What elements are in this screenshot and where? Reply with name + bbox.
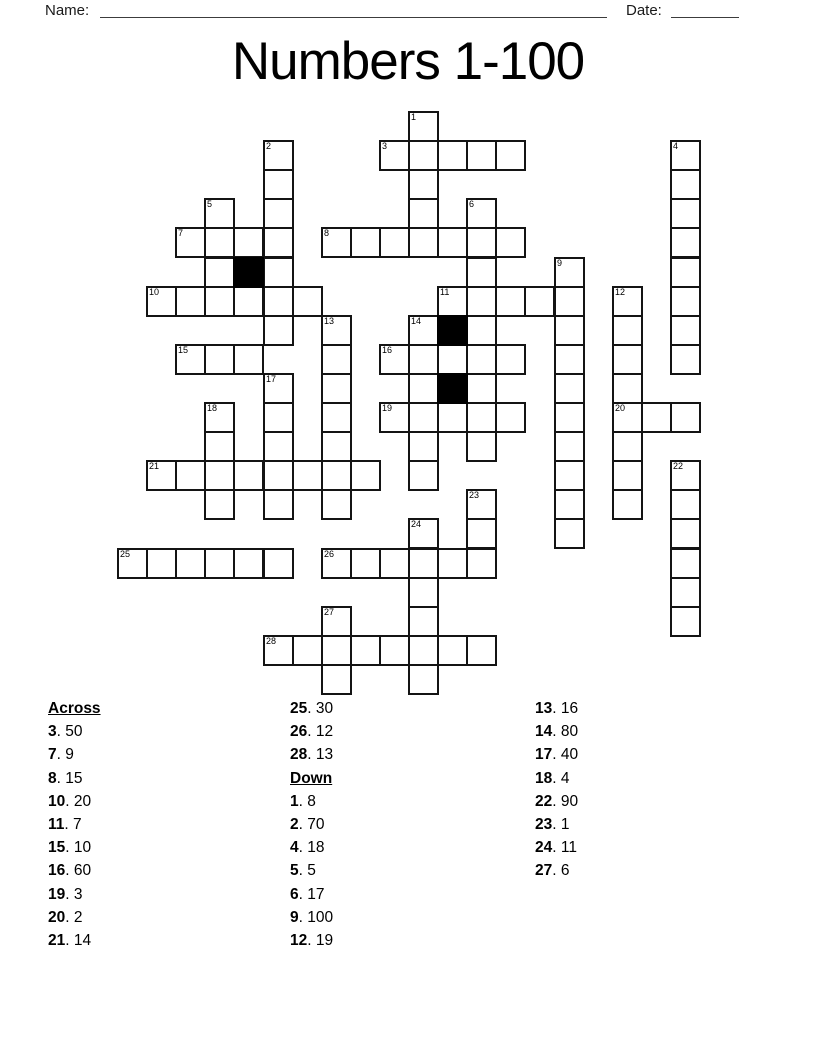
down-header — [290, 767, 333, 790]
cell-number-22: 22 — [673, 461, 684, 471]
clue-column-2 — [290, 697, 333, 952]
clue-text: . 11 — [552, 839, 577, 857]
clue-down-18 — [535, 767, 578, 790]
clue-number: 3 — [48, 723, 57, 741]
grid-cell-r13-c17[interactable] — [612, 489, 643, 520]
down-header-label: Down — [290, 769, 333, 787]
cell-number-23: 23 — [469, 490, 480, 500]
clue-number: 11 — [48, 816, 65, 834]
cell-number-27: 27 — [324, 607, 335, 617]
clue-text: . 18 — [298, 839, 325, 857]
grid-cell-r12-c6[interactable] — [292, 460, 323, 491]
grid-cell-r4-c5[interactable] — [263, 227, 294, 258]
grid-cell-r1-c11[interactable] — [437, 140, 468, 171]
clue-down-6 — [290, 883, 333, 906]
clue-number: 14 — [535, 723, 553, 741]
black-cell-r7-c11 — [437, 315, 468, 346]
grid-cell-r10-c11[interactable] — [437, 402, 468, 433]
clue-number: 4 — [290, 839, 299, 857]
cell-number-25: 25 — [120, 549, 131, 559]
clue-down-23 — [535, 813, 578, 836]
clue-down-17 — [535, 743, 578, 766]
grid-cell-r18-c7[interactable] — [321, 635, 352, 666]
clue-number: 25 — [290, 700, 308, 717]
grid-cell-r12-c4[interactable] — [233, 460, 264, 491]
grid-cell-r15-c7[interactable] — [321, 548, 352, 579]
cell-number-13: 13 — [324, 316, 335, 326]
clue-across-11 — [48, 813, 101, 836]
clue-down-14 — [535, 720, 578, 743]
grid-cell-r1-c10[interactable] — [408, 140, 439, 171]
cell-number-24: 24 — [411, 519, 422, 529]
cell-number-2: 2 — [266, 141, 272, 151]
grid-cell-r6-c12[interactable] — [466, 286, 497, 317]
grid-cell-r11-c7[interactable] — [321, 431, 352, 462]
grid-cell-r4-c3[interactable] — [204, 227, 235, 258]
clue-down-4 — [290, 836, 333, 859]
clue-down-9 — [290, 906, 333, 929]
grid-cell-r18-c12[interactable] — [466, 635, 497, 666]
clue-text: . 4 — [552, 769, 570, 787]
grid-cell-r15-c10[interactable] — [408, 548, 439, 579]
grid-cell-r18-c6[interactable] — [292, 635, 323, 666]
clue-text: . 19 — [307, 932, 334, 950]
cell-number-7: 7 — [178, 228, 184, 238]
grid-cell-r14-c15[interactable] — [554, 518, 585, 549]
clue-number: 6 — [290, 885, 299, 903]
crossword-grid — [118, 112, 702, 696]
clue-text: . 100 — [298, 908, 334, 926]
clue-number: 12 — [290, 932, 308, 950]
cell-number-3: 3 — [382, 141, 388, 151]
grid-cell-r19-c7[interactable] — [321, 664, 352, 695]
clue-number: 19 — [48, 885, 66, 903]
grid-cell-r13-c5[interactable] — [263, 489, 294, 520]
grid-cell-r1-c9[interactable] — [379, 140, 410, 171]
grid-cell-r8-c17[interactable] — [612, 344, 643, 375]
clue-text: . 20 — [65, 792, 92, 810]
grid-cell-r7-c15[interactable] — [554, 315, 585, 346]
grid-cell-r1-c13[interactable] — [495, 140, 526, 171]
grid-cell-r6-c17[interactable] — [612, 286, 643, 317]
grid-cell-r13-c15[interactable] — [554, 489, 585, 520]
grid-cell-r15-c2[interactable] — [175, 548, 206, 579]
grid-cell-r8-c3[interactable] — [204, 344, 235, 375]
clue-text: . 12 — [307, 723, 334, 741]
grid-cell-r17-c10[interactable] — [408, 606, 439, 637]
clue-number: 21 — [48, 932, 66, 950]
clue-text: . 90 — [552, 792, 579, 810]
grid-cell-r15-c8[interactable] — [350, 548, 381, 579]
clue-number: 15 — [48, 839, 66, 857]
grid-cell-r8-c11[interactable] — [437, 344, 468, 375]
grid-cell-r4-c19[interactable] — [670, 227, 701, 258]
grid-cell-r8-c7[interactable] — [321, 344, 352, 375]
grid-cell-r15-c19[interactable] — [670, 548, 701, 579]
clue-text: . 50 — [56, 723, 83, 741]
grid-cell-r10-c5[interactable] — [263, 402, 294, 433]
clue-down-13 — [535, 697, 578, 720]
grid-cell-r13-c19[interactable] — [670, 489, 701, 520]
clue-column-3 — [535, 697, 578, 883]
grid-cell-r2-c10[interactable] — [408, 169, 439, 200]
clue-number: 24 — [535, 839, 553, 857]
grid-cell-r4-c2[interactable] — [175, 227, 206, 258]
grid-cell-r7-c12[interactable] — [466, 315, 497, 346]
grid-cell-r10-c7[interactable] — [321, 402, 352, 433]
clue-across-26 — [290, 720, 333, 743]
grid-cell-r15-c11[interactable] — [437, 548, 468, 579]
grid-cell-r8-c12[interactable] — [466, 344, 497, 375]
clue-text: . 14 — [65, 932, 92, 950]
cell-number-14: 14 — [411, 316, 422, 326]
grid-cell-r15-c3[interactable] — [204, 548, 235, 579]
grid-cell-r3-c10[interactable] — [408, 198, 439, 229]
clue-number: 28 — [290, 746, 308, 764]
cell-number-18: 18 — [207, 403, 218, 413]
clue-down-2 — [290, 813, 333, 836]
cell-number-20: 20 — [615, 403, 626, 413]
cell-number-12: 12 — [615, 287, 626, 297]
cell-number-21: 21 — [149, 461, 160, 471]
name-blank-line[interactable] — [100, 17, 607, 18]
clue-number: 26 — [290, 723, 308, 741]
grid-cell-r11-c12[interactable] — [466, 431, 497, 462]
clue-number: 18 — [535, 769, 553, 787]
grid-cell-r5-c19[interactable] — [670, 257, 701, 288]
clue-text: . 5 — [298, 862, 316, 880]
grid-cell-r13-c3[interactable] — [204, 489, 235, 520]
clue-across-7 — [48, 743, 101, 766]
grid-cell-r8-c15[interactable] — [554, 344, 585, 375]
grid-cell-r5-c12[interactable] — [466, 257, 497, 288]
grid-cell-r2-c5[interactable] — [263, 169, 294, 200]
black-cell-r5-c4 — [233, 257, 264, 288]
grid-cell-r1-c19[interactable] — [670, 140, 701, 171]
grid-cell-r6-c2[interactable] — [175, 286, 206, 317]
grid-cell-r9-c5[interactable] — [263, 373, 294, 404]
clue-number: 2 — [290, 816, 299, 834]
clue-number: 5 — [290, 862, 299, 880]
cell-number-28: 28 — [266, 636, 277, 646]
grid-cell-r7-c10[interactable] — [408, 315, 439, 346]
grid-cell-r15-c0[interactable] — [117, 548, 148, 579]
grid-cell-r4-c8[interactable] — [350, 227, 381, 258]
grid-cell-r10-c17[interactable] — [612, 402, 643, 433]
clue-column-1 — [48, 697, 101, 952]
grid-cell-r4-c9[interactable] — [379, 227, 410, 258]
clue-text: . 10 — [65, 839, 92, 857]
clue-down-1 — [290, 790, 333, 813]
grid-cell-r3-c12[interactable] — [466, 198, 497, 229]
clue-across-8 — [48, 767, 101, 790]
clue-number: 9 — [290, 908, 299, 926]
grid-cell-r10-c9[interactable] — [379, 402, 410, 433]
clue-text: . 7 — [64, 816, 82, 834]
date-label: Date: — [626, 2, 662, 19]
grid-cell-r4-c4[interactable] — [233, 227, 264, 258]
grid-cell-r9-c12[interactable] — [466, 373, 497, 404]
grid-cell-r15-c5[interactable] — [263, 548, 294, 579]
grid-cell-r5-c15[interactable] — [554, 257, 585, 288]
cell-number-10: 10 — [149, 287, 160, 297]
grid-cell-r6-c11[interactable] — [437, 286, 468, 317]
grid-cell-r12-c15[interactable] — [554, 460, 585, 491]
grid-cell-r11-c17[interactable] — [612, 431, 643, 462]
clue-text: . 40 — [552, 746, 579, 764]
page-title: Numbers 1-100 — [231, 32, 585, 91]
grid-cell-r18-c9[interactable] — [379, 635, 410, 666]
grid-cell-r3-c5[interactable] — [263, 198, 294, 229]
grid-cell-r6-c13[interactable] — [495, 286, 526, 317]
clue-across-28 — [290, 743, 333, 766]
clue-text: . 80 — [552, 723, 579, 741]
grid-cell-r14-c12[interactable] — [466, 518, 497, 549]
grid-cell-r12-c17[interactable] — [612, 460, 643, 491]
grid-cell-r1-c5[interactable] — [263, 140, 294, 171]
clue-text: . 9 — [56, 746, 74, 764]
clue-text: . 17 — [298, 885, 325, 903]
across-header — [48, 697, 101, 720]
grid-cell-r4-c12[interactable] — [466, 227, 497, 258]
grid-cell-r6-c5[interactable] — [263, 286, 294, 317]
grid-cell-r10-c18[interactable] — [641, 402, 672, 433]
grid-cell-r6-c4[interactable] — [233, 286, 264, 317]
grid-cell-r11-c10[interactable] — [408, 431, 439, 462]
grid-cell-r13-c7[interactable] — [321, 489, 352, 520]
clue-number: 16 — [48, 862, 66, 880]
grid-cell-r5-c3[interactable] — [204, 257, 235, 288]
grid-cell-r11-c15[interactable] — [554, 431, 585, 462]
clue-number: 13 — [535, 700, 553, 717]
grid-cell-r9-c15[interactable] — [554, 373, 585, 404]
cell-number-11: 11 — [440, 287, 450, 297]
grid-cell-r15-c4[interactable] — [233, 548, 264, 579]
grid-cell-r8-c19[interactable] — [670, 344, 701, 375]
grid-cell-r6-c6[interactable] — [292, 286, 323, 317]
clue-text: . 8 — [298, 792, 316, 810]
grid-cell-r8-c10[interactable] — [408, 344, 439, 375]
clue-text: . 30 — [307, 700, 334, 717]
grid-cell-r8-c2[interactable] — [175, 344, 206, 375]
clue-text: . 6 — [552, 862, 570, 880]
cell-number-6: 6 — [469, 199, 475, 209]
clue-across-19 — [48, 883, 101, 906]
grid-cell-r19-c10[interactable] — [408, 664, 439, 695]
clue-number: 10 — [48, 792, 66, 810]
grid-cell-r1-c12[interactable] — [466, 140, 497, 171]
grid-cell-r6-c1[interactable] — [146, 286, 177, 317]
cell-number-1: 1 — [411, 112, 417, 122]
clue-across-20 — [48, 906, 101, 929]
clue-text: . 1 — [552, 816, 570, 834]
cell-number-17: 17 — [266, 374, 277, 384]
grid-cell-r10-c15[interactable] — [554, 402, 585, 433]
clue-down-12 — [290, 929, 333, 952]
clue-down-24 — [535, 836, 578, 859]
cell-number-16: 16 — [382, 345, 393, 355]
grid-cell-r9-c7[interactable] — [321, 373, 352, 404]
grid-cell-r18-c11[interactable] — [437, 635, 468, 666]
clue-text: . 15 — [56, 769, 83, 787]
grid-cell-r16-c10[interactable] — [408, 577, 439, 608]
grid-cell-r12-c5[interactable] — [263, 460, 294, 491]
clue-number: 20 — [48, 908, 66, 926]
grid-cell-r15-c9[interactable] — [379, 548, 410, 579]
cell-number-4: 4 — [673, 141, 679, 151]
clue-across-25 — [290, 697, 333, 720]
clue-text: . 70 — [298, 816, 325, 834]
grid-cell-r12-c2[interactable] — [175, 460, 206, 491]
grid-cell-r17-c7[interactable] — [321, 606, 352, 637]
clue-across-21 — [48, 929, 101, 952]
grid-cell-r10-c19[interactable] — [670, 402, 701, 433]
grid-cell-r12-c8[interactable] — [350, 460, 381, 491]
grid-cell-r8-c4[interactable] — [233, 344, 264, 375]
grid-cell-r10-c10[interactable] — [408, 402, 439, 433]
grid-cell-r9-c10[interactable] — [408, 373, 439, 404]
grid-cell-r4-c11[interactable] — [437, 227, 468, 258]
grid-cell-r15-c1[interactable] — [146, 548, 177, 579]
grid-cell-r4-c13[interactable] — [495, 227, 526, 258]
grid-cell-r10-c12[interactable] — [466, 402, 497, 433]
clue-text: . 16 — [552, 700, 579, 717]
clue-across-10 — [48, 790, 101, 813]
grid-cell-r18-c5[interactable] — [263, 635, 294, 666]
cell-number-9: 9 — [557, 258, 563, 268]
cell-number-8: 8 — [324, 228, 330, 238]
grid-cell-r4-c7[interactable] — [321, 227, 352, 258]
cell-number-19: 19 — [382, 403, 393, 413]
grid-cell-r10-c3[interactable] — [204, 402, 235, 433]
grid-cell-r10-c13[interactable] — [495, 402, 526, 433]
grid-cell-r16-c19[interactable] — [670, 577, 701, 608]
grid-cell-r7-c5[interactable] — [263, 315, 294, 346]
grid-cell-r12-c10[interactable] — [408, 460, 439, 491]
black-cell-r9-c11 — [437, 373, 468, 404]
grid-cell-r6-c14[interactable] — [524, 286, 555, 317]
grid-cell-r3-c3[interactable] — [204, 198, 235, 229]
clue-number: 17 — [535, 746, 553, 764]
clue-across-16 — [48, 859, 101, 882]
across-header-label: Across — [48, 700, 101, 717]
clue-across-3 — [48, 720, 101, 743]
clue-across-15 — [48, 836, 101, 859]
grid-cell-r8-c9[interactable] — [379, 344, 410, 375]
grid-cell-r18-c10[interactable] — [408, 635, 439, 666]
grid-cell-r6-c19[interactable] — [670, 286, 701, 317]
grid-cell-r14-c19[interactable] — [670, 518, 701, 549]
clue-text: . 3 — [65, 885, 83, 903]
cell-number-15: 15 — [178, 345, 189, 355]
clue-text: . 13 — [307, 746, 334, 764]
cell-number-26: 26 — [324, 549, 335, 559]
grid-cell-r3-c19[interactable] — [670, 198, 701, 229]
grid-cell-r7-c17[interactable] — [612, 315, 643, 346]
grid-cell-r12-c7[interactable] — [321, 460, 352, 491]
cell-number-5: 5 — [207, 199, 213, 209]
grid-cell-r11-c3[interactable] — [204, 431, 235, 462]
grid-cell-r15-c12[interactable] — [466, 548, 497, 579]
clue-text: . 2 — [65, 908, 83, 926]
date-blank-line[interactable] — [671, 17, 739, 18]
grid-cell-r4-c10[interactable] — [408, 227, 439, 258]
grid-cell-r6-c3[interactable] — [204, 286, 235, 317]
name-label: Name: — [45, 2, 90, 19]
grid-cell-r8-c13[interactable] — [495, 344, 526, 375]
grid-cell-r9-c17[interactable] — [612, 373, 643, 404]
grid-cell-r6-c15[interactable] — [554, 286, 585, 317]
grid-cell-r14-c10[interactable] — [408, 518, 439, 549]
grid-cell-r12-c19[interactable] — [670, 460, 701, 491]
grid-cell-r18-c8[interactable] — [350, 635, 381, 666]
grid-cell-r7-c19[interactable] — [670, 315, 701, 346]
grid-cell-r17-c19[interactable] — [670, 606, 701, 637]
grid-cell-r7-c7[interactable] — [321, 315, 352, 346]
clue-number: 8 — [48, 769, 57, 787]
clue-text: . 60 — [65, 862, 92, 880]
clue-down-27 — [535, 859, 578, 882]
grid-cell-r2-c19[interactable] — [670, 169, 701, 200]
grid-cell-r12-c1[interactable] — [146, 460, 177, 491]
grid-cell-r0-c10[interactable] — [408, 111, 439, 142]
grid-cell-r5-c5[interactable] — [263, 257, 294, 288]
clue-down-5 — [290, 859, 333, 882]
clue-number: 1 — [290, 792, 299, 810]
clue-down-22 — [535, 790, 578, 813]
clue-number: 22 — [535, 792, 553, 810]
grid-cell-r13-c12[interactable] — [466, 489, 497, 520]
grid-cell-r11-c5[interactable] — [263, 431, 294, 462]
clue-number: 27 — [535, 862, 553, 880]
clue-number: 23 — [535, 816, 553, 834]
grid-cell-r12-c3[interactable] — [204, 460, 235, 491]
clue-number: 7 — [48, 746, 57, 764]
